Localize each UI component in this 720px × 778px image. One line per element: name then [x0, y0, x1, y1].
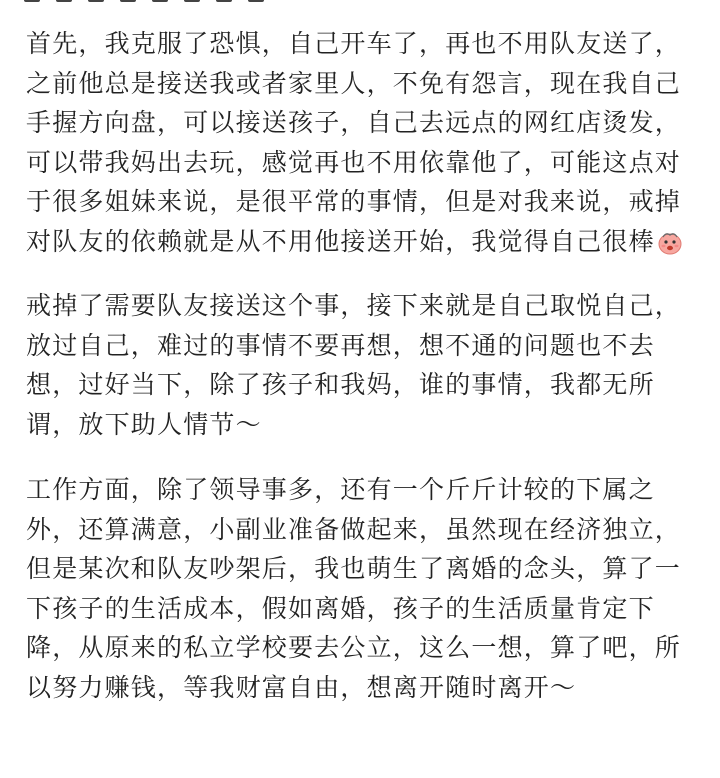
cropped-previous-line: [24, 0, 324, 4]
post-body: [26, 24, 702, 707]
paragraph-3: 工作方面，除了领导事多，还有一个斤斤计较的下属之外，还算满意，小副业准备做起来，虽然现在经济独立，但是某次和队友吵架后，我也萌生了离婚的念头，算了一下孩子的生活成本，假如离婚，孩子的生活质量肯定下降，从原来的私立学校要去公立，这么一想，算了吧，所以努力赚钱，等我财富自由，想离开随时离开～: [26, 475, 682, 702]
paragraph-2: 戒掉了需要队友接送这个事，接下来就是自己取悦自己，放过自己，难过的事情不要再想，想不通的问题也不去想，过好当下，除了孩子和我妈，谁的事情，我都无所谓，放下助人情节～: [26, 291, 682, 439]
paragraph-1-text: 首先，我克服了恐惧，自己开车了，再也不用队友送了，之前他总是接送我或者家里人，不免有怨言，现在我自己手握方向盘，可以接送孩子，自己去远点的网红店烫发，可以带我妈出去玩，感觉再也不用依靠他了，可能这点对于很多姐妹来说，是很平常的事情，但是对我来说，戒掉对队友的依赖就是从不用他接送开始，我觉得自己很棒: [26, 29, 682, 256]
paragraph-1: [26, 24, 702, 261]
proud-face-emoji-icon: [657, 229, 683, 255]
